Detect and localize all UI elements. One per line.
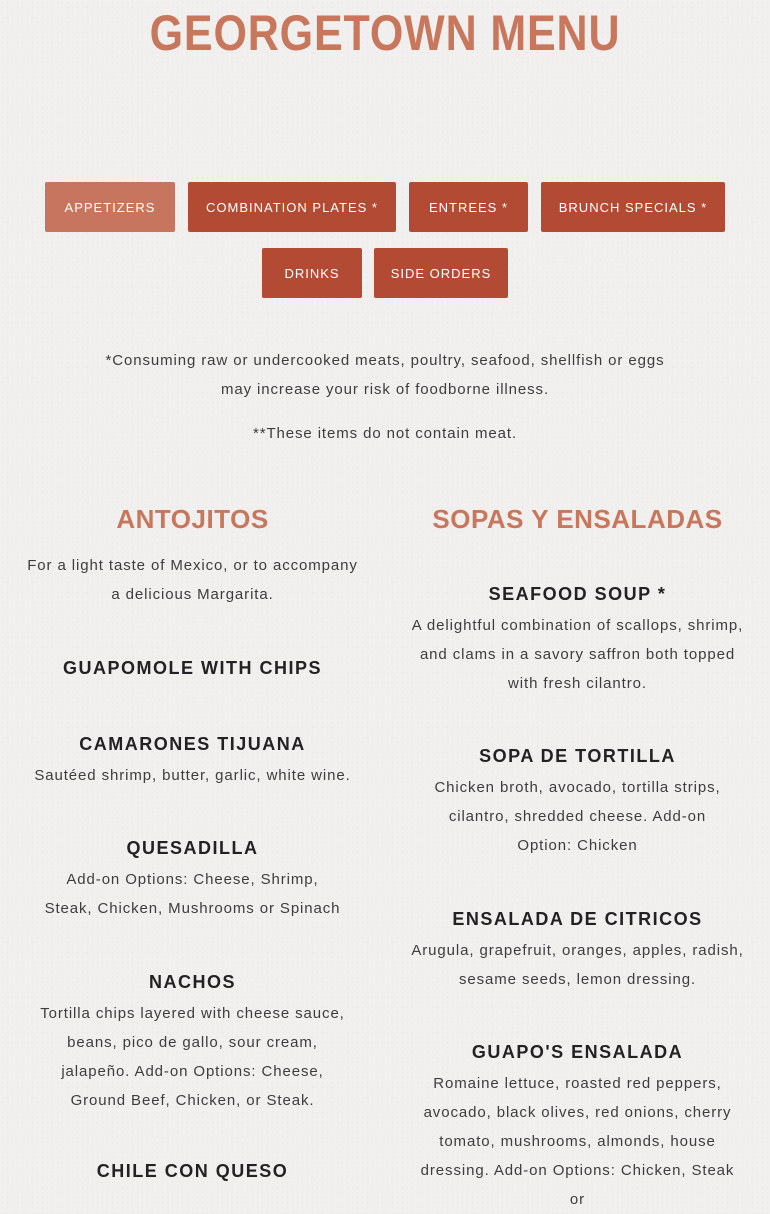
- menu-item-name: CAMARONES TIJUANA: [79, 734, 306, 754]
- section-title-sopas-ensaladas: SOPAS Y ENSALADAS: [432, 504, 723, 534]
- menu-item-name: GUAPOMOLE WITH CHIPS: [63, 658, 322, 678]
- menu-item-description: Romaine lettuce, roasted red peppers, avocado, black olives, red onions, cherry tomato, mushrooms, almonds, house dressing. Add-on Options: Chicken, Steak or: [420, 1075, 735, 1208]
- menu-item-description: Sautéed shrimp, butter, garlic, white wine.: [34, 767, 351, 784]
- menu-item-name: NACHOS: [148, 972, 236, 992]
- tab-side-orders[interactable]: SIDE ORDERS: [374, 248, 508, 298]
- raw-food-warning: *Consuming raw or undercooked meats, poultry, seafood, shellfish or eggs may increase your risk of foodborne illness.: [105, 352, 665, 398]
- menu-item-description: Add-on Options: Cheese, Shrimp, Steak, Chicken, Mushrooms or Spinach: [44, 871, 341, 917]
- menu-item-description: Arugula, grapefruit, oranges, apples, radish, sesame seeds, lemon dressing.: [411, 942, 744, 988]
- menu-item-description: Tortilla chips layered with cheese sauce, beans, pico de gallo, sour cream, jalapeño. Add-on Options: Cheese, Ground Beef, Chicken, or Steak.: [40, 1005, 345, 1109]
- category-tabs-row-1: [0, 182, 770, 232]
- tab-brunch-specials[interactable]: BRUNCH SPECIALS *: [541, 182, 725, 232]
- tab-appetizers[interactable]: APPETIZERS: [45, 182, 175, 232]
- tab-drinks[interactable]: DRINKS: [262, 248, 362, 298]
- menu-item-name: QUESADILLA: [126, 838, 259, 858]
- page-title: GEORGETOWN MENU: [149, 5, 621, 61]
- menu-item-description: A delightful combination of scallops, shrimp, and clams in a savory saffron both topped with fresh cilantro.: [411, 617, 744, 692]
- menu-item-name: SOPA DE TORTILLA: [479, 746, 676, 766]
- no-meat-notice: **These items do not contain meat.: [252, 425, 518, 442]
- section-title-antojitos: ANTOJITOS: [116, 504, 269, 534]
- menu-item-name: GUAPO'S ENSALADA: [471, 1042, 684, 1062]
- menu-item-name: ENSALADA DE CITRICOS: [452, 909, 703, 929]
- category-tabs-row-2: [0, 248, 770, 298]
- antojitos-intro: For a light taste of Mexico, or to accompany a delicious Margarita.: [27, 557, 358, 603]
- tab-entrees[interactable]: ENTREES *: [409, 182, 528, 232]
- menu-item-description: Chicken broth, avocado, tortilla strips, cilantro, shredded cheese. Add-on Option: Chicken: [434, 779, 721, 854]
- menu-item-name: SEAFOOD SOUP *: [488, 584, 667, 604]
- menu-item-name: CHILE CON QUESO: [96, 1161, 289, 1181]
- tab-combination-plates[interactable]: COMBINATION PLATES *: [188, 182, 396, 232]
